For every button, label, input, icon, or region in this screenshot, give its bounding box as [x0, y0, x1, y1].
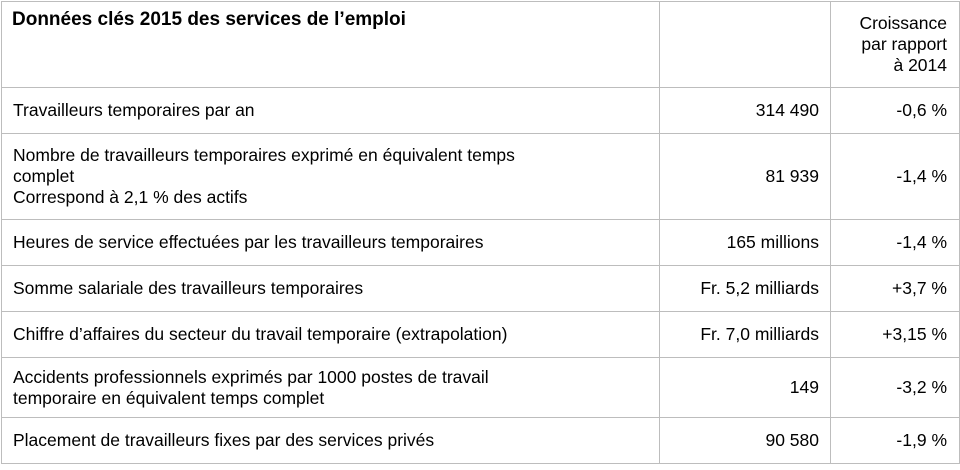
row-label: [2, 358, 660, 418]
table-title: Données clés 2015 des services de l’emploi: [2, 2, 660, 88]
row-label-line: Travailleurs temporaires par an: [13, 100, 255, 120]
row-value: 165 millions: [660, 220, 831, 266]
row-value: 314 490: [660, 88, 831, 134]
table-row: [2, 88, 960, 134]
row-label: [2, 88, 660, 134]
row-label-line: Heures de service effectuées par les travailleurs temporaires: [13, 232, 484, 252]
row-label-line: Chiffre d’affaires du secteur du travail temporaire (extrapolation): [13, 324, 508, 344]
table-row: [2, 134, 960, 220]
value-column-header: [660, 2, 831, 88]
row-label: [2, 312, 660, 358]
row-label-line: Accidents professionnels exprimés par 1000 postes de travail: [13, 366, 489, 387]
table-row: [2, 220, 960, 266]
header-row: [2, 2, 960, 88]
row-value: 149: [660, 358, 831, 418]
table-row: [2, 358, 960, 418]
row-growth: +3,7 %: [831, 266, 960, 312]
growth-header-line-2: par rapport: [861, 34, 947, 54]
row-growth: +3,15 %: [831, 312, 960, 358]
row-growth: -0,6 %: [831, 88, 960, 134]
row-label-line: complet: [13, 166, 75, 186]
row-value: Fr. 7,0 milliards: [660, 312, 831, 358]
row-label-line: Somme salariale des travailleurs temporaires: [13, 278, 364, 298]
row-value: Fr. 5,2 milliards: [660, 266, 831, 312]
row-value: 90 580: [660, 418, 831, 464]
row-label-line: Nombre de travailleurs temporaires exprimé en équivalent temps: [13, 145, 515, 165]
row-label: [2, 418, 660, 464]
row-label: [2, 134, 660, 220]
row-growth: -3,2 %: [831, 358, 960, 418]
growth-header-line-3: à 2014: [893, 55, 947, 75]
row-growth: -1,4 %: [831, 134, 960, 220]
key-data-table: [1, 1, 960, 464]
table-row: [2, 418, 960, 464]
row-growth: -1,4 %: [831, 220, 960, 266]
growth-header-line-1: Croissance: [859, 13, 947, 33]
row-label: [2, 266, 660, 312]
row-label-line: Placement de travailleurs fixes par des services privés: [13, 430, 435, 450]
row-label-line: temporaire en équivalent temps complet: [13, 387, 325, 408]
table-row: [2, 266, 960, 312]
row-growth: -1,9 %: [831, 418, 960, 464]
row-label: [2, 220, 660, 266]
row-label-line: Correspond à 2,1 % des actifs: [13, 187, 248, 207]
table-row: [2, 312, 960, 358]
growth-column-header: [831, 2, 960, 88]
row-value: 81 939: [660, 134, 831, 220]
